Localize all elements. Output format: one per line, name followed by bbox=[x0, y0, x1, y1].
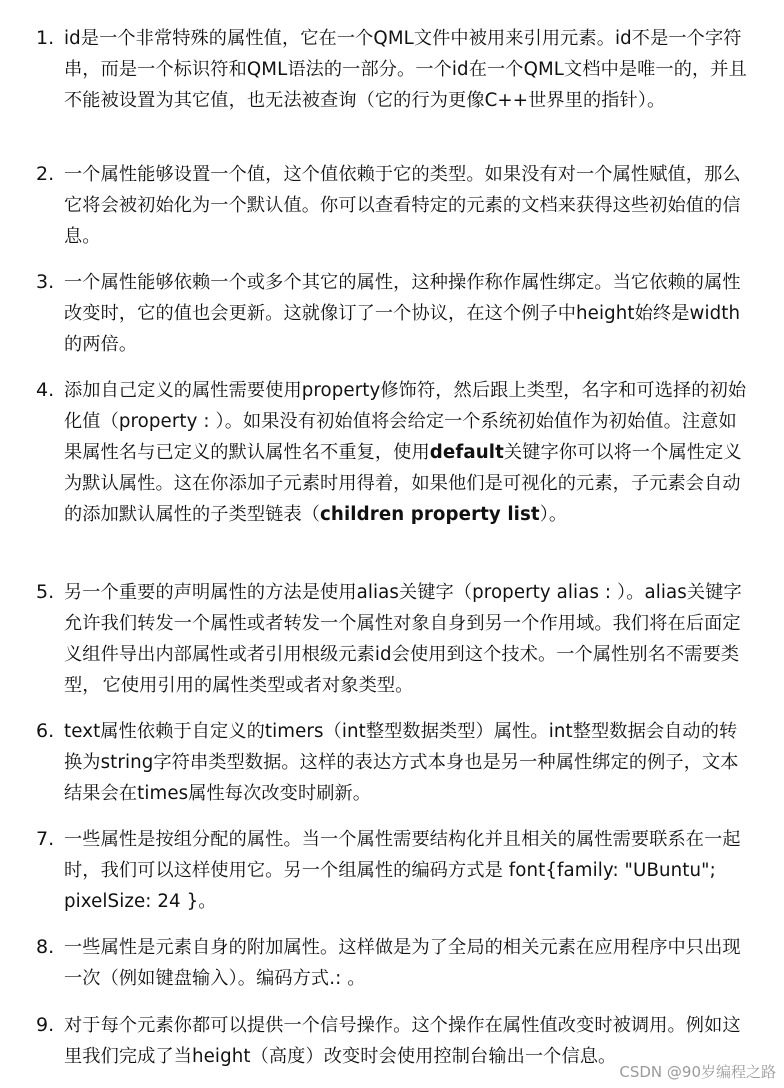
item-text-run: 另一个重要的声明属性的方法是使用alias关键字（property alias : ）。alias关键字允许我们转发一个属性或者转发一个属性对象自身到另一个作用域。我们将在后面定义组件导出内部属性或者引用根级元素id会使用到这个技术。一个属性别名不需要类型， bbox=[64, 582, 742, 696]
item-text bbox=[64, 159, 754, 252]
item-text bbox=[64, 716, 754, 809]
item-text bbox=[64, 267, 754, 360]
item-text-run: 关键字你可以将一个属性定义为默认属性。这在你添加子元素时用得着，如果他们是可视化的元素，子元素会自动的添加默认属性的子类型链表（ bbox=[64, 442, 742, 525]
item-number: 9. bbox=[36, 1014, 55, 1036]
item-text bbox=[64, 824, 754, 917]
item-number: 4. bbox=[36, 379, 55, 401]
item-text-run: ）。 bbox=[539, 504, 568, 525]
item-text-run: text属性依赖于自定义的timers（int整型数据类型）属性。int整型数据会自动的转换为string字符串类型数据。这样的表达方式本身也是另一种属性绑定的例子，文本结果会在times属性每次改变时刷新。 bbox=[64, 721, 739, 804]
item-number: 1. bbox=[36, 27, 55, 49]
item-text-run: 一些属性是按组分配的属性。当一个属性需要结构化并且相关的属性需要联系在一起时，我们可以这样使用它。另一个组属性的编码方式是 font{family: "UBuntu"; pixelSize: 24 }。 bbox=[64, 829, 741, 912]
item-number: 7. bbox=[36, 828, 55, 850]
item-text-run: 一个属性能够依赖一个或多个其它的属性，这种操作称作属性绑定。当它依赖的属性改变时，它的值也会更新。这就像订了一个协议，在这个例子中height始终是width的两倍。 bbox=[64, 272, 741, 355]
watermark: CSDN @90岁编程之路 bbox=[619, 1063, 776, 1081]
keyword-children-property-list: children property list bbox=[320, 504, 540, 525]
item-text-run: 添加自己定义的属性需要使用property修饰符，然后跟上类型，名字和可选择的初始化值（property : ）。如果没有初始值将会给定一个系统初始值作为初始值。注意如果属性名与已定义的默认属性名不重复，使用 bbox=[64, 380, 747, 463]
item-text-run: id是一个非常特殊的属性值，它在一个QML文件中被用来引用元素。id不是一个字符串，而是一个标识符和QML语法的一部分。一个id在一个QML文档中是唯一的，并且不能被设置为其它值，也无法被查询（它的行为更像C++世界里的指针）。 bbox=[64, 28, 747, 111]
item-text bbox=[64, 23, 754, 116]
item-text-run: 一个属性能够设置一个值，这个值依赖于它的类型。如果没有对一个属性赋值，那么它将会被初始化为一个默认值。你可以查看特定的元素的文档来获得这些初始值的信息。 bbox=[64, 164, 741, 247]
item-number: 8. bbox=[36, 936, 55, 958]
item-text bbox=[64, 375, 754, 530]
item-text-run: 对于每个元素你都可以提供一个信号操作。这个操作在属性值改变时被调用。例如这里我们完成了当height（高度）改变时会使用控制台输出一个信息。 bbox=[64, 1015, 741, 1067]
item-number: 3. bbox=[36, 271, 55, 293]
item-number: 6. bbox=[36, 720, 55, 742]
item-text-run: 一些属性是元素自身的附加属性。这样做是为了全局的相关元素在应用程序中只出现一次（例如键盘输入）。编码方式.: 。 bbox=[64, 937, 741, 989]
item-text-run: 它使用引用的属性类型或者对象类型。 bbox=[102, 675, 414, 696]
item-number: 2. bbox=[36, 163, 55, 185]
keyword-default: default bbox=[429, 442, 504, 463]
item-text bbox=[64, 932, 754, 994]
item-text bbox=[64, 577, 754, 704]
item-number: 5. bbox=[36, 581, 55, 603]
